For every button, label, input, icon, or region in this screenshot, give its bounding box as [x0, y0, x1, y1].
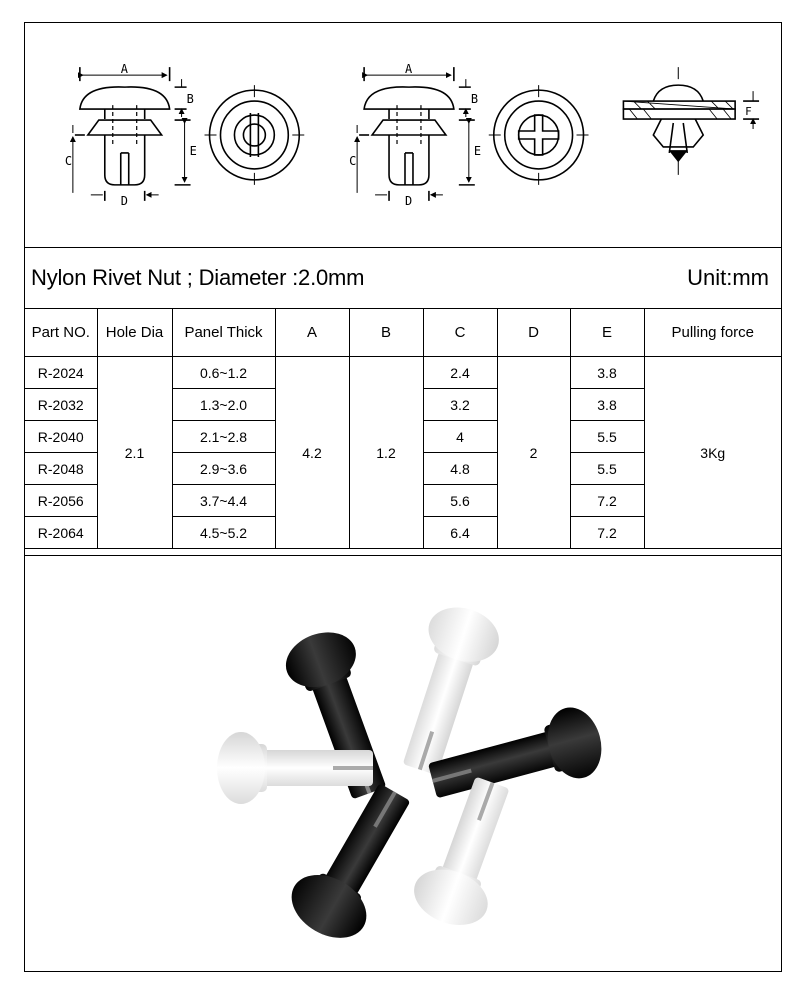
- cell-part-no: R-2040: [25, 421, 97, 453]
- header-pulling-force: Pulling force: [644, 309, 781, 357]
- cell-part-no: R-2032: [25, 389, 97, 421]
- cell-part-no: R-2048: [25, 453, 97, 485]
- cell-d: 2: [497, 357, 570, 549]
- header-a: A: [275, 309, 349, 357]
- cell-pulling-force: 3Kg: [644, 357, 781, 549]
- cell-e: 5.5: [570, 421, 644, 453]
- unit-label: Unit:mm: [687, 265, 769, 290]
- dim-a-label-2: A: [404, 62, 413, 77]
- header-c: C: [423, 309, 497, 357]
- cell-a: 4.2: [275, 357, 349, 549]
- cell-b: 1.2: [349, 357, 423, 549]
- rivet-side-view-2: [357, 67, 475, 201]
- dim-e-label-2: E: [473, 143, 482, 158]
- cell-e: 7.2: [570, 517, 644, 549]
- header-e: E: [570, 309, 644, 357]
- cell-c: 4.8: [423, 453, 497, 485]
- header-d: D: [497, 309, 570, 357]
- rivet-top-view-1: [205, 85, 305, 185]
- cell-e: 3.8: [570, 357, 644, 389]
- cell-c: 6.4: [423, 517, 497, 549]
- rivet-top-view-2: [489, 85, 589, 185]
- cell-c: 2.4: [423, 357, 497, 389]
- cell-panel-thick: 0.6~1.2: [172, 357, 275, 389]
- dim-e-label-1: E: [189, 143, 197, 158]
- cell-e: 5.5: [570, 453, 644, 485]
- cell-panel-thick: 3.7~4.4: [172, 485, 275, 517]
- cell-c: 5.6: [423, 485, 497, 517]
- header-hole-dia: Hole Dia: [97, 309, 172, 357]
- dim-d-label-2: D: [404, 193, 413, 208]
- cell-e: 7.2: [570, 485, 644, 517]
- spec-table: [25, 309, 781, 549]
- cell-c: 4: [423, 421, 497, 453]
- dim-c-label-2: C: [349, 153, 357, 168]
- dim-f-label: F: [745, 105, 752, 119]
- header-panel-thick: Panel Thick: [172, 309, 275, 357]
- dim-d-label-1: D: [120, 193, 128, 208]
- cell-e: 3.8: [570, 389, 644, 421]
- header-part-no: Part NO.: [25, 309, 97, 357]
- spec-sheet: [24, 22, 782, 972]
- product-photo-area: [25, 555, 781, 971]
- cell-panel-thick: 2.9~3.6: [172, 453, 275, 485]
- white-rivet-3: [406, 770, 528, 935]
- cell-part-no: R-2024: [25, 357, 97, 389]
- dim-a-label-1: A: [120, 62, 128, 77]
- dim-c-label-1: C: [64, 153, 73, 168]
- cell-part-no: R-2056: [25, 485, 97, 517]
- black-rivet-3: [280, 772, 429, 951]
- cell-hole-dia: 2.1: [97, 357, 172, 549]
- header-b: B: [349, 309, 423, 357]
- cell-c: 3.2: [423, 389, 497, 421]
- product-photo: [25, 556, 781, 972]
- dim-b-label-1: B: [186, 92, 194, 107]
- cell-panel-thick: 4.5~5.2: [172, 517, 275, 549]
- table-header-row: [25, 309, 781, 357]
- rivet-side-view-1: [73, 67, 191, 201]
- cell-panel-thick: 2.1~2.8: [172, 421, 275, 453]
- table-row: [25, 357, 781, 389]
- rivet-installed-view: [623, 67, 759, 175]
- cell-panel-thick: 1.3~2.0: [172, 389, 275, 421]
- title-bar: [25, 247, 781, 309]
- product-title: Nylon Rivet Nut ; Diameter :2.0mm: [31, 265, 365, 290]
- technical-drawings: [25, 23, 781, 247]
- dim-b-label-2: B: [470, 92, 479, 107]
- cell-part-no: R-2064: [25, 517, 97, 549]
